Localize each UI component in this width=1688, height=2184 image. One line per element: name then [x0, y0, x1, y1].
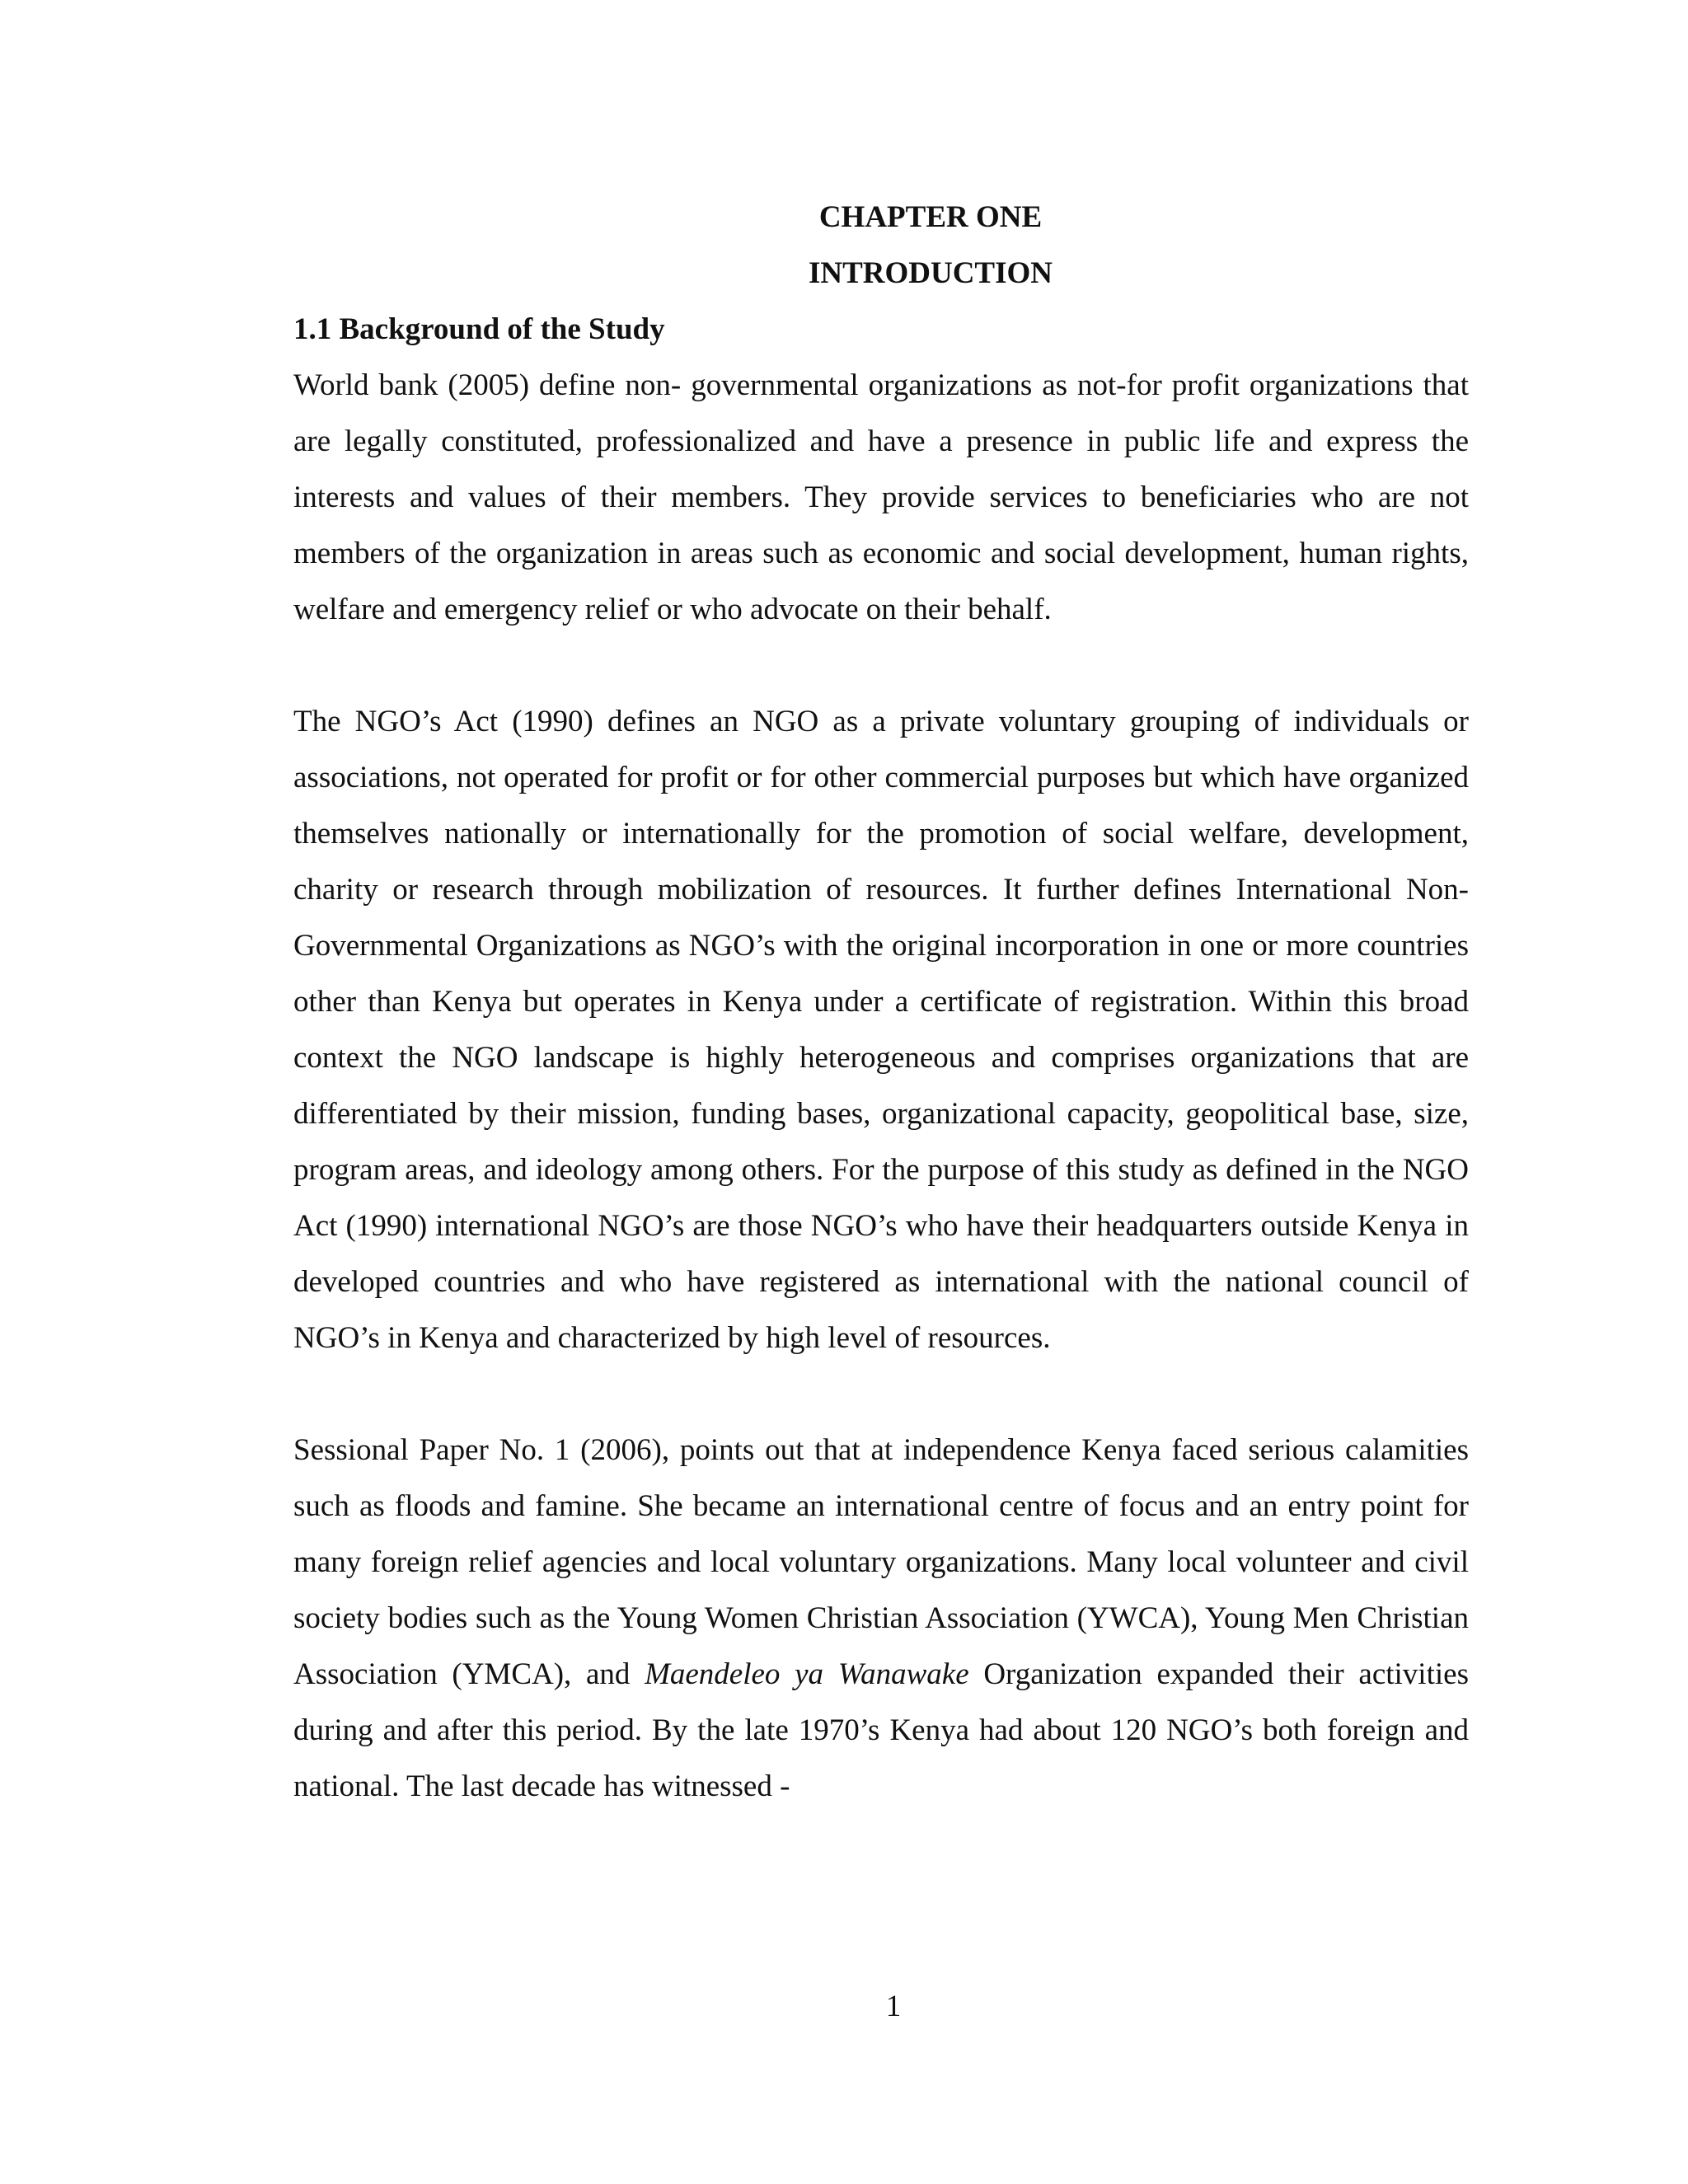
paragraph-3-italic-name: Maendeleo ya Wanawake — [645, 1657, 969, 1691]
paragraph-3-text-a: Sessional Paper No. 1 (2006), points out that at independence Kenya faced serious calamities such as floods and famine. She became an international centre of focus and an entry point for many foreign relief agencies and local voluntary organizations. Many local volunteer and civil society bodies such as the Young Women Christian Association (YWCA), Young Men Christian Association (YMCA), and — [293, 1433, 1469, 1691]
page-number: 1 — [885, 1990, 902, 2023]
chapter-title: INTRODUCTION — [808, 256, 1053, 290]
paragraph-gap — [293, 1366, 1469, 1422]
chapter-label: CHAPTER ONE — [818, 200, 1043, 234]
paragraph-1: World bank (2005) define non- governmental organizations as not-for profit organizations that are legally constituted, professionalized and have a presence in public life and express the interests and values of their members. They provide services to beneficiaries who are not members of the organization in areas such as economic and social development, human rights, welfare and emergency relief or who advocate on their behalf. — [293, 368, 1469, 626]
paragraph-3 — [293, 1422, 1469, 1815]
paragraph-3-text-b: Organization expanded their activities during and after this period. By the late 1970’s Kenya had about 120 NGO’s both foreign and national. The last decade has witnessed - — [293, 1657, 1469, 1803]
paragraph-2: The NGO’s Act (1990) defines an NGO as a private voluntary grouping of individuals or associations, not operated for profit or for other commercial purposes but which have organized themselves nationally or internationally for the promotion of social welfare, development, charity or research through mobilization of resources. It further defines International Non- Governmental Organizations as NGO’s with the original incorporation in one or more countries other than Kenya but operates in Kenya under a certificate of registration. Within this broad context the NGO landscape is highly heterogeneous and comprises organizations that are differentiated by their mission, funding bases, organizational capacity, geopolitical base, size, program areas, and ideology among others. For the purpose of this study as defined in the NGO Act (1990) international NGO’s are those NGO’s who have their headquarters outside Kenya in developed countries and who have registered as international with the national council of NGO’s in Kenya and characterized by high level of resources. — [293, 705, 1469, 1355]
section-heading: 1.1 Background of the Study — [293, 312, 665, 346]
document-page — [293, 190, 1469, 1815]
paragraph-gap — [293, 638, 1469, 694]
